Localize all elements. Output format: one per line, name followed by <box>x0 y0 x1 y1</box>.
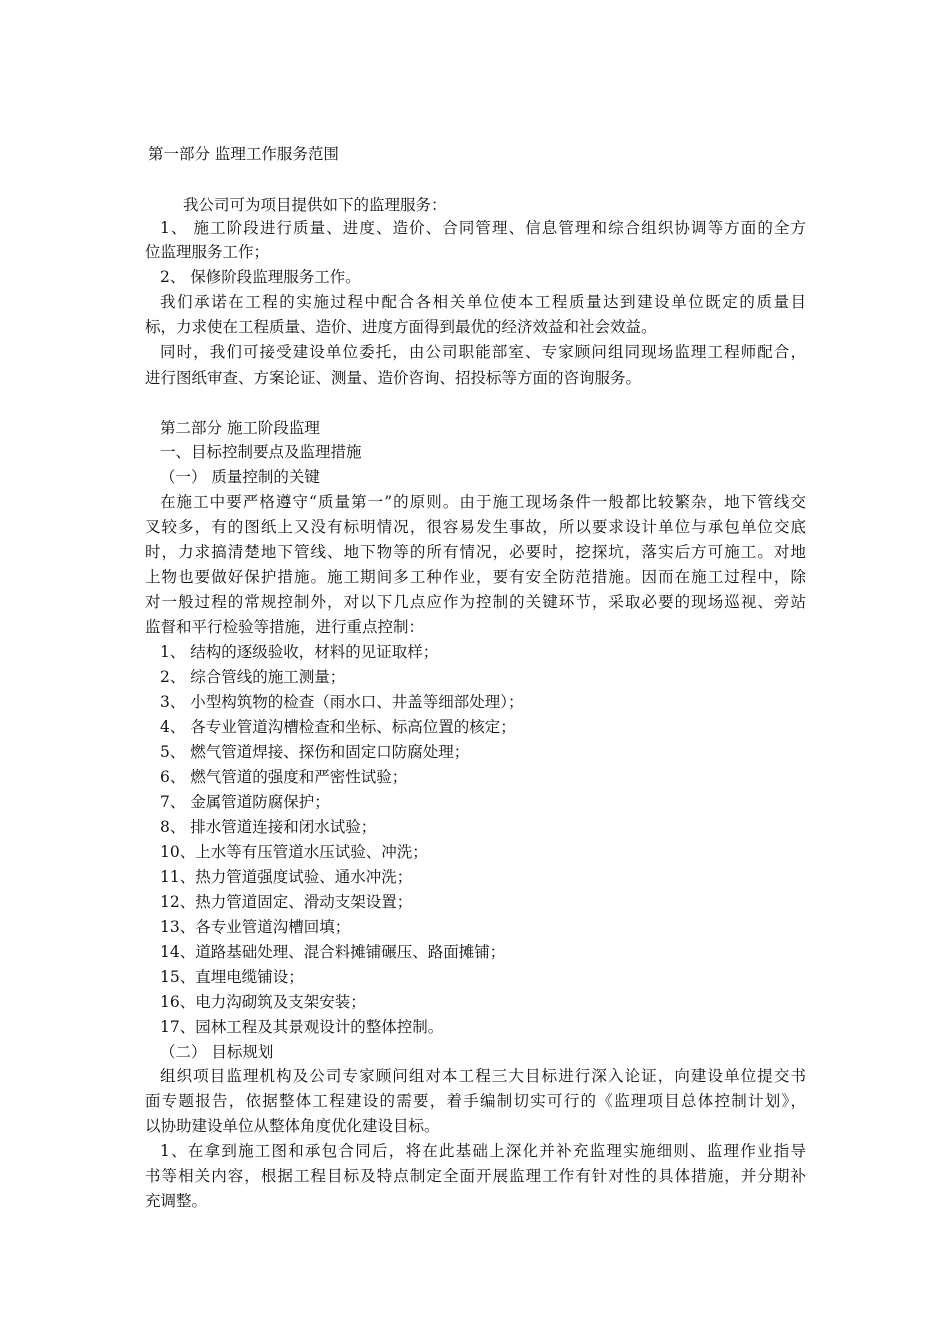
quality-para-line: 对一般过程的常规控制外，对以下几点应作为控制的关键环节，采取必要的现场巡视、旁站 <box>145 593 806 611</box>
part1-para2-line1: 同时，我们可接受建设单位委托，由公司职能部室、专家顾问组同现场监理工程师配合， <box>160 343 806 361</box>
plan-para-line: 组织项目监理机构及公司专家顾问组对本工程三大目标进行深入论证，向建设单位提交书 <box>160 1067 806 1085</box>
part1-para1-line1: 我们承诺在工程的实施过程中配合各相关单位使本工程质量达到建设单位既定的质量目 <box>160 293 806 311</box>
quality-para-line: 叉较多，有的图纸上又没有标明情况，很容易发生事故，所以要求设计单位与承包单位交底 <box>145 518 806 536</box>
quality-para-line: 监督和平行检验等措施，进行重点控制： <box>145 618 425 636</box>
key-item: 7、 金属管道防腐保护； <box>160 793 330 811</box>
sub1-heading: （一） 质量控制的关键 <box>160 468 320 486</box>
key-item: 2、 综合管线的施工测量； <box>160 668 346 686</box>
key-item: 6、 燃气管道的强度和严密性试验； <box>160 768 408 786</box>
part1-item2: 2、 保修阶段监理服务工作。 <box>160 268 361 286</box>
key-item: 1、 结构的逐级验收，材料的见证取样； <box>160 643 439 661</box>
plan-para-line: 面专题报告，依据整体工程建设的需要，着手编制切实可行的《监理项目总体控制计划》， <box>145 1092 806 1110</box>
quality-para-line: 上物也要做好保护措施。施工期间多工种作业，要有安全防范措施。因而在施工过程中，除 <box>145 568 806 586</box>
key-item: 17、园林工程及其景观设计的整体控制。 <box>160 1018 444 1036</box>
part1-intro: 我公司可为项目提供如下的监理服务： <box>183 196 447 214</box>
part1-item1-line1: 1、 施工阶段进行质量、进度、造价、合同管理、信息管理和综合组织协调等方面的全方 <box>160 219 806 237</box>
section1-heading: 一、目标控制要点及监理措施 <box>160 443 362 461</box>
part1-item1-line2: 位监理服务工作； <box>145 243 270 261</box>
quality-para-line: 在施工中要严格遵守“质量第一”的原则。由于施工现场条件一般都比较繁杂，地下管线交 <box>160 493 806 511</box>
part1-para1-line2: 标，力求使在工程质量、造价、进度方面得到最优的经济效益和社会效益。 <box>145 318 657 336</box>
plan-para-line: 以协助建设单位从整体角度优化建设目标。 <box>145 1117 440 1135</box>
sub2-heading: （二） 目标规划 <box>160 1043 274 1061</box>
key-item: 3、 小型构筑物的检查（雨水口、井盖等细部处理）； <box>160 693 524 711</box>
part1-para2-line2: 进行图纸审查、方案论证、测量、造价咨询、招投标等方面的咨询服务。 <box>145 369 642 387</box>
key-item: 11、热力管道强度试验、通水冲洗； <box>160 868 413 886</box>
key-item: 15、直埋电缆铺设； <box>160 968 304 986</box>
key-item: 4、 各专业管道沟槽检查和坐标、标高位置的核定； <box>160 718 516 736</box>
key-item: 5、 燃气管道焊接、探伤和固定口防腐处理； <box>160 743 470 761</box>
key-item: 10、上水等有压管道水压试验、冲洗； <box>160 843 428 861</box>
plan-item1-line: 书等相关内容，根据工程目标及特点制定全面开展监理工作有针对性的具体措施，并分期补 <box>145 1167 806 1185</box>
quality-para-line: 时，力求搞清楚地下管线、地下物等的所有情况，必要时，挖探坑，落实后方可施工。对地 <box>145 543 806 561</box>
key-item: 12、热力管道固定、滑动支架设置； <box>160 893 413 911</box>
plan-item1-line: 1、在拿到施工图和承包合同后，将在此基础上深化并补充监理实施细则、监理作业指导 <box>160 1142 806 1160</box>
key-item: 8、 排水管道连接和闭水试验； <box>160 818 377 836</box>
part2-title: 第二部分 施工阶段监理 <box>160 419 320 437</box>
part1-title: 第一部分 监理工作服务范围 <box>148 145 339 163</box>
key-item: 14、道路基础处理、混合料摊铺碾压、路面摊铺； <box>160 943 506 961</box>
key-item: 13、各专业管道沟槽回填； <box>160 918 351 936</box>
plan-item1-line: 充调整。 <box>145 1192 208 1210</box>
key-item: 16、电力沟砌筑及支架安装； <box>160 993 366 1011</box>
